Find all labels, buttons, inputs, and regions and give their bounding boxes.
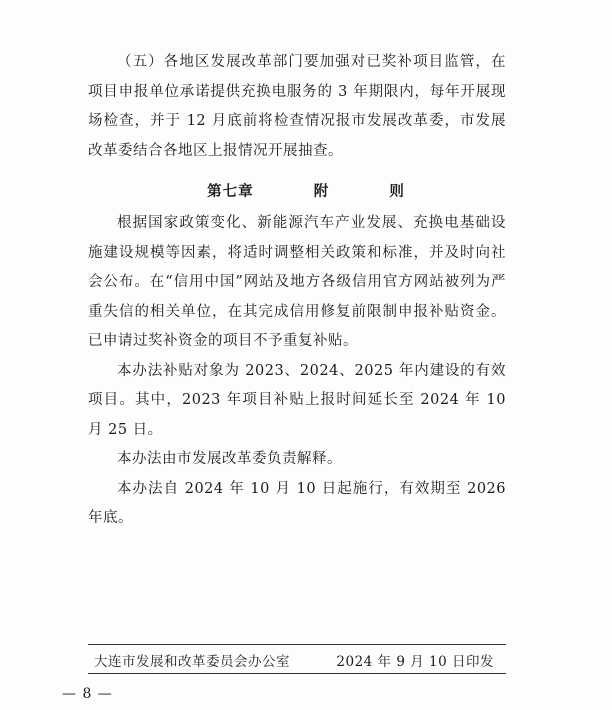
paragraph-text: 根据国家政策变化、新能源汽车产业发展、充换电基础设施建设规模等因素，将适时调整相关政策和标准，并及时向社会公布。在“信用中国”网站及地方各级信用官方网站被列为严重失信的相关单位，在其完成信用修复前限制申报补贴资金。已申请过奖补资金的项目不予重复补贴。 — [88, 215, 506, 349]
chapter-body — [88, 209, 506, 534]
paragraph-text: 本办法自 2024 年 10 月 10 日起施行，有效期至 2026 年底。 — [88, 480, 506, 526]
footer-issuer: 大连市发展和改革委员会办公室 — [94, 654, 290, 670]
page-number: — 8 — — [62, 686, 113, 702]
chapter-heading: 第七章 附 则 — [207, 184, 405, 200]
paragraph-text: 本办法补贴对象为 2023、2024、2025 年内建设的有效项目。其中，2023 年项目补贴上报时间延长至 2024 年 10 月 25 日。 — [88, 362, 506, 438]
paragraph-text: 本办法由市发展改革委负责解释。 — [117, 451, 342, 467]
body-paragraph-five — [88, 48, 506, 166]
footer-divider-top — [88, 644, 506, 645]
footer-divider-bottom — [88, 673, 506, 674]
footer-print-date: 2024 年 9 月 10 日印发 — [336, 654, 494, 670]
paragraph-text: （五）各地区发展改革部门要加强对已奖补项目监管，在项目申报单位承诺提供充换电服务的 3 年期限内，每年开展现场检查，并于 12 月底前将检查情况报市发展改革委，市发展改革委结合各地区上报情况开展抽查。 — [88, 54, 506, 159]
